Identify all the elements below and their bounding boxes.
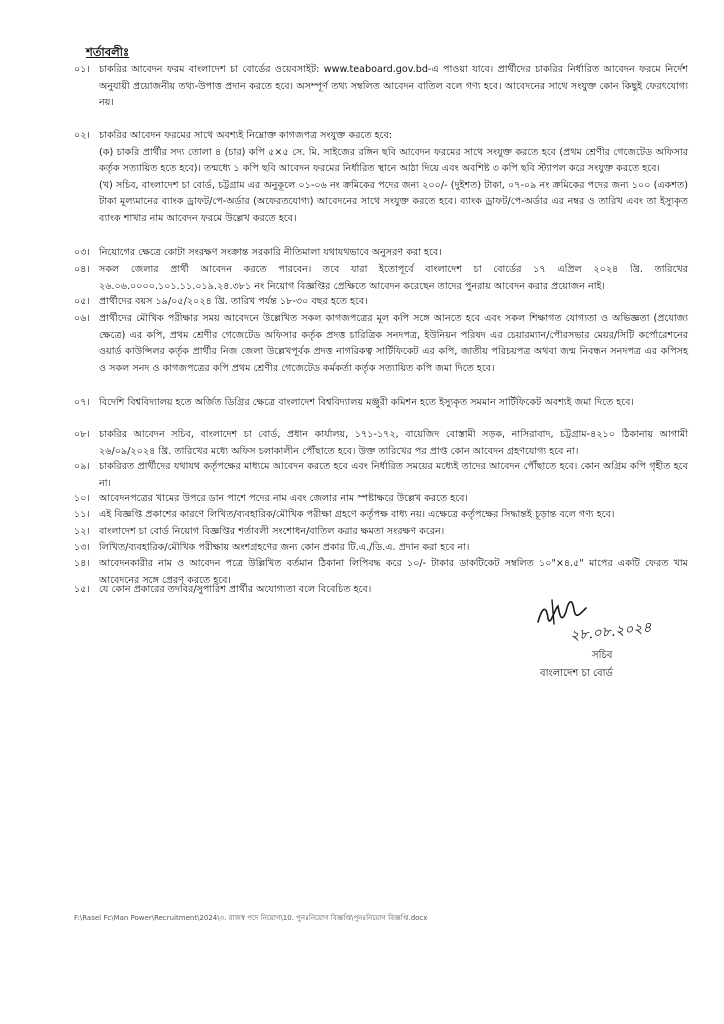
signatory-organization: বাংলাদেশ চা বোর্ড: [540, 668, 613, 679]
clause-number: ০১।: [74, 64, 90, 75]
clause-text: চাকরির আবেদন ফরম বাংলাদেশ চা বোর্ডের ওয়েবসাইট: www.teaboard.gov.bd-এ পাওয়া যাবে। প্রার্থীদের চাকরির নির্ধারিত আবেদন ফরমে নির্দেশ অনুযায়ী প্রয়োজনীয় তথ্য-উপাত্ত প্রদান করতে হবে। অসম্পূর্ণ তথ্য সম্বলিত আবেদন বাতিল বলে গণ্য হবে। আবেদনের সাথে সংযুক্ত কোন কিছুই ফেরৎযোগ্য নয়।: [99, 64, 688, 108]
clause-text: নিয়োগের ক্ষেত্রে কোটা সংরক্ষণ সংক্রান্ত সরকারি নীতিমালা যথাযথভাবে অনুসরণ করা হবে।: [99, 247, 442, 258]
clause-15: [74, 582, 514, 599]
clause-12: [74, 524, 688, 541]
clause-number: ১০।: [74, 493, 90, 504]
clause-10: [74, 491, 688, 508]
clause-number: ০৫।: [74, 296, 90, 307]
clause-number: ১৩।: [74, 542, 90, 553]
clause-11: [74, 507, 688, 524]
clause-text: চাকরির আবেদন সচিব, বাংলাদেশ চা বোর্ড, প্রধান কার্যালয়, ১৭১-১৭২, বায়েজিদ বোস্তামী সড়ক, নাসিরাবাদ, চট্টগ্রাম-৪২১০ ঠিকানায় আগামী ২৬/০৯/২০২৪ খ্রি. তারিখের মধ্যে অফিস চলাকালীন পৌঁছাতে হবে। উক্ত তারিখের পর প্রাপ্ত কোন আবেদন গ্রহণযোগ্য হবে না।: [99, 429, 688, 457]
clause-01: [74, 62, 688, 112]
clause-04: [74, 262, 688, 295]
clause-text: লিখিত/ব্যবহারিক/মৌখিক পরীক্ষায় অংশগ্রহণের জন্য কোন প্রকার টি.এ./ডি.এ. প্রদান করা হবে না।: [99, 542, 470, 553]
clause-number: ০২।: [74, 130, 90, 141]
clause-07: [74, 395, 688, 412]
clause-02: [74, 128, 688, 227]
clause-text: এই বিজ্ঞপ্তি প্রকাশের কারণে লিখিত/ব্যবহারিক/মৌখিক পরীক্ষা গ্রহণে কর্তৃপক্ষ বাধ্য নয়। এক্ষেত্রে কর্তৃপক্ষের সিদ্ধান্তই চূড়ান্ত বলে গণ্য হবে।: [99, 509, 615, 520]
clause-number: ০৮।: [74, 429, 90, 440]
clause-text: আবেদনপত্রের খামের উপরে ডান পাশে পদের নাম এবং জেলার নাম স্পষ্টাক্ষরে উল্লেখ করতে হবে।: [99, 493, 468, 504]
clause-number: ০৪।: [74, 264, 90, 275]
signature-date: ২৮.০৮.২০২৪: [569, 619, 653, 645]
clause-text: প্রার্থীদের বয়স ১৯/০৫/২০২৪ খ্রি. তারিখ পর্যন্ত ১৮-৩০ বছর হতে হবে।: [99, 296, 368, 307]
clause-number: ১২।: [74, 526, 90, 537]
clause-05: [74, 294, 688, 311]
clause-sub-item-kha: (খ) সচিব, বাংলাদেশ চা বোর্ড, চট্টগ্রাম এর অনুকূলে ০১-০৬ নং ক্রমিকের পদের জন্য ২০০/- (দুইশত) টাকা, ০৭-০৯ নং ক্রমিকের পদের জন্য ১০০ (একশত) টাকা মূল্যমানের ব্যাংক ড্রাফট/পে-অর্ডার (অফেরতযোগ্য) আবেদনের সাথে সংযুক্ত করতে হবে। ব্যাংক ড্রাফট/পে-অর্ডার এর নম্বর ও তারিখ এবং তা ইস্যুকৃত ব্যাংক শাখার নাম আবেদন ফরমে উল্লেখ করতে হবে।: [99, 179, 688, 224]
clause-number: ১৫।: [74, 584, 90, 595]
clause-number: ১৪।: [74, 558, 90, 569]
signatory-title: সচিব: [592, 650, 613, 661]
clause-text: যে কোন প্রকারের তদবির/সুপারিশ প্রার্থীর অযোগ্যতা বলে বিবেচিত হবে।: [99, 584, 372, 595]
clause-number: ১১।: [74, 509, 90, 520]
clause-number: ০৬।: [74, 313, 90, 324]
clause-number: ০৭।: [74, 397, 90, 408]
clause-text: বাংলাদেশ চা বোর্ড নিয়োগ বিজ্ঞপ্তির শর্তাবলী সংশোধন/বাতিল করার ক্ষমতা সংরক্ষণ করেন।: [99, 526, 445, 537]
clause-text: আবেদনকারীর নাম ও আবেদন পত্রে উল্লিখিত বর্তমান ঠিকানা লিপিবদ্ধ করে ১০/- টাকার ডাকটিকেট সম্বলিত ১০"×৪.৫" মাপের একটি ফেরত খাম আবেদনের সঙ্গে প্রেরণ করতে হবে।: [99, 558, 688, 586]
conditions-heading: শর্তাবলীঃ: [86, 45, 130, 59]
clause-sub-item-ka: (ক) চাকরি প্রার্থীর সদ্য তোলা ৪ (চার) কপি ৫×৫ সে. মি. সাইজের রঙ্গিন ছবি আবেদন ফরমের সাথে সংযুক্ত করতে হবে (প্রথম শ্রেণীর গেজেটেড অফিসার কর্তৃক সত্যায়িত হতে হবে)। তন্মধ্যে ১ কপি ছবি আবেদন ফরমের নির্ধারিত স্থানে আঠা দিয়ে এবং অবশিষ্ট ৩ কপি ছবি স্ট্যাপল করে সংযুক্ত করতে হবে।: [99, 146, 688, 174]
clause-text: সকল জেলার প্রার্থী আবেদন করতে পারবেন। তবে যারা ইতোপূর্বে বাংলাদেশ চা বোর্ডের ১৭ এপ্রিল ২০২৪ খ্রি. তারিখের ২৬.০৬.০০০০.১০১.১১.০১৯.২৪.৩৮১ নং নিয়োগ বিজ্ঞপ্তির প্রেক্ষিতে আবেদন করেছেন তাদের পুনরায় আবেদন করার প্রয়োজন নাই।: [99, 264, 688, 292]
clause-text: চাকরির আবেদন ফরমের সাথে অবশ্যই নিম্নোক্ত কাগজপত্র সংযুক্ত করতে হবে:: [99, 130, 393, 141]
clause-08: [74, 427, 688, 460]
clause-text: বিদেশি বিশ্ববিদ্যালয় হতে অর্জিত ডিগ্রির ক্ষেত্রে বাংলাদেশ বিশ্ববিদ্যালয় মঞ্জুরী কমিশন হতে ইস্যুকৃত সমমান সার্টিফিকেট অবশ্যই জমা দিতে হবে।: [99, 397, 634, 408]
clause-06: [74, 311, 688, 377]
clause-09: [74, 459, 688, 492]
clause-number: ০৯।: [74, 461, 90, 472]
clause-text: চাকরিরত প্রার্থীদের যথাযথ কর্তৃপক্ষের মাধ্যমে আবেদন করতে হবে এবং নির্ধারিত সময়ের মধ্যেই তাদের আবেদন পৌঁছাতে হবে। কোন অগ্রিম কপি গৃহীত হবে না।: [99, 461, 688, 489]
clause-03: [74, 245, 688, 262]
clause-13: [74, 540, 688, 557]
file-path-footer: F:\Rasel Fc\Man Power\Recruitment\2024\৩. রাজস্ব পদে নিয়োগ\10. পুনঃনিয়োগ বিজ্ঞপ্তি\পুনঃনিয়োগ বিজ্ঞপ্তি.docx: [74, 914, 428, 922]
clause-number: ০৩।: [74, 247, 90, 258]
clause-text: প্রার্থীদের মৌখিক পরীক্ষার সময় আবেদনে উল্লেখিত সকল কাগজপত্রের মূল কপি সঙ্গে আনতে হবে এবং সকল শিক্ষাগত যোগ্যতা ও অভিজ্ঞতা (প্রযোজ্য ক্ষেত্রে) এর কপি, প্রথম শ্রেণীর গেজেটেড অফিসার কর্তৃক প্রদত্ত চারিত্রিক সনদপত্র, ইউনিয়ন পরিষদ এর চেয়ারম্যান/পৌরসভার মেয়র/সিটি কর্পোরেশনের ওয়ার্ড কাউন্সিলর কর্তৃক প্রার্থীর নিজ জেলা উল্লেখপূর্বক প্রদত্ত নাগরিকত্ব সার্টিফিকেট এর কপি, জাতীয় পরিচয়পত্র অথবা জন্ম নিবন্ধন সনদপত্র এর কপিসহ ও সকল সনদ ও কাগজপত্রের কপি প্রথম শ্রেণীর গেজেটেড কর্মকর্তা কর্তৃক সত্যায়িত কপি জমা দিতে হবে।: [99, 313, 688, 374]
